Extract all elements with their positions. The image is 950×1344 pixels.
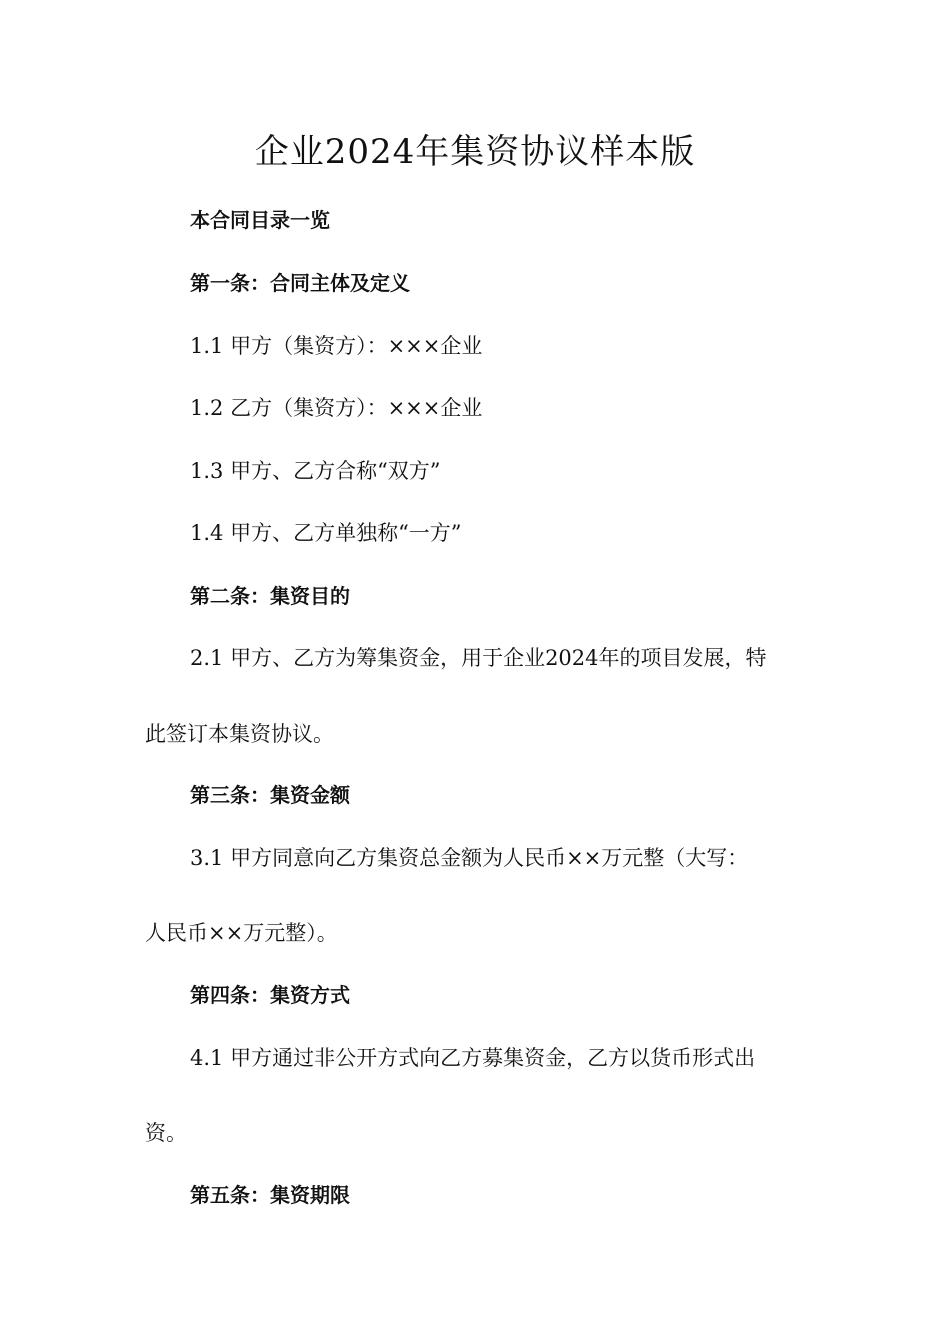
clause-2-1-line-1: 2.1 甲方、乙方为筹集资金，用于企业2024年的项目发展，特 — [190, 646, 767, 670]
clause-1-3: 1.3 甲方、乙方合称“双方” — [190, 459, 441, 483]
clause-1-4: 1.4 甲方、乙方单独称“一方” — [190, 521, 462, 545]
clause-2-1-line-2: 此签订本集资协议。 — [145, 722, 334, 746]
section-5-heading: 第五条：集资期限 — [190, 1183, 350, 1207]
clause-4-1-line-1: 4.1 甲方通过非公开方式向乙方募集资金，乙方以货币形式出 — [190, 1046, 756, 1070]
section-2-heading: 第二条：集资目的 — [190, 584, 350, 608]
section-4-heading: 第四条：集资方式 — [190, 983, 350, 1007]
clause-1-1: 1.1 甲方（集资方）：×××企业 — [190, 334, 483, 358]
section-3-heading: 第三条：集资金额 — [190, 783, 350, 807]
clause-3-1-line-1: 3.1 甲方同意向乙方集资总金额为人民币××万元整（大写： — [190, 846, 749, 870]
section-1-heading: 第一条：合同主体及定义 — [190, 271, 410, 295]
clause-1-2: 1.2 乙方（集资方）：×××企业 — [190, 396, 483, 420]
toc-heading: 本合同目录一览 — [190, 208, 330, 232]
clause-3-1-line-2: 人民币××万元整）。 — [145, 921, 338, 945]
clause-4-1-line-2: 资。 — [145, 1121, 187, 1145]
document-title: 企业2024年集资协议样本版 — [254, 132, 696, 172]
